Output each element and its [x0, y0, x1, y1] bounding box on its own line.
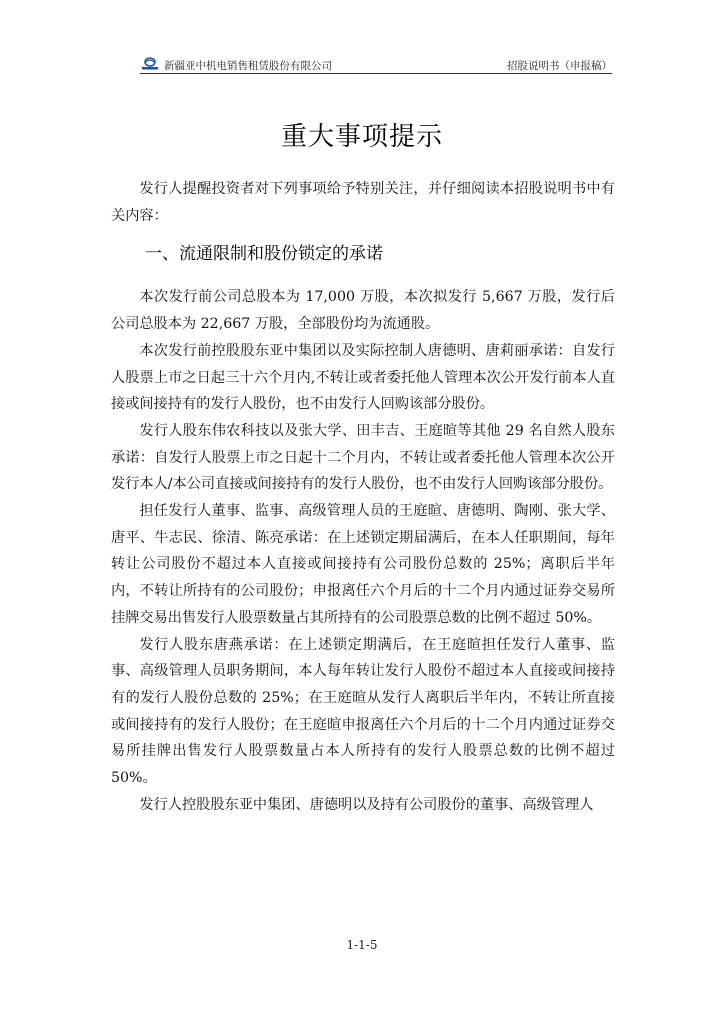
body-paragraph: 本次发行前公司总股本为 17,000 万股，本次拟发行 5,667 万股，发行后公司总股本为 22,667 万股，全部股份均为流通股。 — [111, 289, 615, 333]
body-paragraph: 本次发行前控股股东亚中集团以及实际控制人唐德明、唐莉丽承诺：自发行人股票上市之日起三十六个月内,不转让或者委托他人管理本次公开发行前本人直接或间接持有的发行人股份，也不由发行人回购该部分股份。 — [111, 342, 615, 413]
page-number: 1-1-5 — [346, 938, 378, 952]
section-heading: 一、流通限制和股份锁定的承诺 — [145, 244, 383, 265]
header-document-type: 招股说明书（申报稿） — [507, 60, 612, 72]
company-logo-icon — [140, 57, 160, 71]
body-paragraph: 发行人股东伟农科技以及张大学、田丰吉、王庭暄等其他 29 名自然人股东承诺：自发行人股票上市之日起十二个月内，不转让或者委托他人管理本次公开发行本人/本公司直接或间接持有的发行人股份，也不由发行人回购该部分股份。 — [111, 422, 615, 493]
header-company-name: 新疆亚中机电销售租赁股份有限公司 — [164, 60, 332, 72]
body-paragraph: 发行人控股股东亚中集团、唐德明以及持有公司股份的董事、高级管理人 — [139, 796, 594, 813]
intro-paragraph: 发行人提醒投资者对下列事项给予特别关注，并仔细阅读本招股说明书中有关内容： — [111, 181, 615, 224]
body-paragraph: 发行人股东唐燕承诺：在上述锁定期满后，在王庭暄担任发行人董事、监事、高级管理人员职务期间，本人每年转让发行人股份不超过本人直接或间接持有的发行人股份总数的 25%；在王庭暄从发行人离职后半年内，不转让所直接或间接持有的发行人股份；在王庭暄申报离任六个月后的十二个月内通过证券交易所挂牌出售发行人股票数量占本人所持有的发行人股票总数的比例不超过 50%。 — [111, 636, 615, 787]
document-body — [111, 176, 615, 818]
body-paragraph: 担任发行人董事、监事、高级管理人员的王庭暄、唐德明、陶刚、张大学、唐平、牛志民、徐清、陈亮承诺：在上述锁定期届满后，在本人任职期间，每年转让公司股份不超过本人直接或间接持有公司股份总数的 25%；离职后半年内，不转让所持有的公司股份；申报离任六个月后的十二个月内通过证券交易所挂牌交易出售发行人股票数量占其所持有的公司股票总数的比例不超过 50%。 — [111, 503, 615, 626]
page-title: 重大事项提示 — [280, 122, 443, 152]
page-header — [140, 56, 612, 74]
header-divider — [140, 73, 612, 74]
